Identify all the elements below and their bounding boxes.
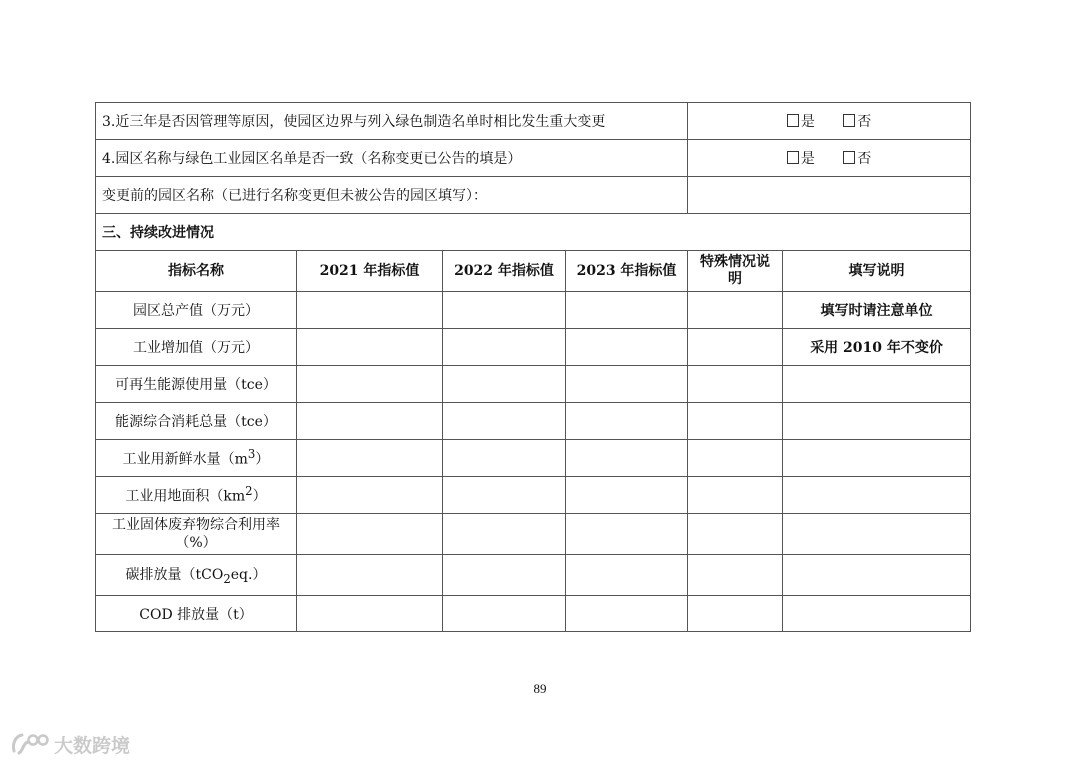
section-row — [96, 214, 971, 251]
unit-superscript: 2 — [245, 484, 253, 499]
yes-checkbox[interactable] — [787, 111, 815, 131]
watermark — [10, 730, 130, 758]
question-row-3 — [96, 103, 971, 140]
fill-instruction — [783, 366, 971, 403]
indicator-name: 可再生能源使用量（tce） — [96, 366, 297, 403]
value-2022-cell[interactable] — [443, 555, 566, 596]
special-note-cell[interactable] — [688, 329, 783, 366]
table-row — [96, 596, 971, 632]
yes-checkbox[interactable] — [787, 148, 815, 168]
table-row — [96, 440, 971, 477]
table-row — [96, 329, 971, 366]
fill-instruction — [783, 555, 971, 596]
value-2022-cell[interactable] — [443, 366, 566, 403]
no-label: 否 — [857, 114, 872, 130]
special-note-cell[interactable] — [688, 477, 783, 514]
watermark-text: 大数跨境 — [54, 734, 131, 757]
special-note-cell[interactable] — [688, 292, 783, 329]
fill-instruction — [783, 514, 971, 555]
header-indicator-name: 指标名称 — [96, 251, 297, 292]
table-row — [96, 366, 971, 403]
indicator-name-suffix: ） — [252, 488, 267, 505]
yes-label: 是 — [800, 114, 815, 130]
former-name-field[interactable] — [688, 177, 971, 214]
header-special-note: 特殊情况说明 — [688, 251, 783, 292]
value-2023-cell[interactable] — [566, 477, 688, 514]
indicator-name — [96, 555, 297, 596]
question-3-options — [688, 103, 971, 140]
checkbox-icon — [787, 114, 799, 127]
value-2021-cell[interactable] — [297, 403, 443, 440]
question-row-4 — [96, 140, 971, 177]
fill-instruction — [783, 596, 971, 632]
special-note-cell[interactable] — [688, 596, 783, 632]
value-2022-cell[interactable] — [443, 477, 566, 514]
value-2021-cell[interactable] — [297, 292, 443, 329]
indicator-name: 能源综合消耗总量（tce） — [96, 403, 297, 440]
value-2021-cell[interactable] — [297, 329, 443, 366]
value-2021-cell[interactable] — [297, 555, 443, 596]
fill-instruction: 采用 2010 年不变价 — [783, 329, 971, 366]
page-number: 89 — [533, 681, 547, 696]
question-4-text: 4.园区名称与绿色工业园区名单是否一致（名称变更已公告的填是） — [96, 140, 688, 177]
question-4-options — [688, 140, 971, 177]
checkbox-icon — [843, 114, 855, 127]
value-2022-cell[interactable] — [443, 292, 566, 329]
fill-instruction — [783, 440, 971, 477]
indicator-name: 工业增加值（万元） — [96, 329, 297, 366]
no-checkbox[interactable] — [843, 148, 871, 168]
value-2022-cell[interactable] — [443, 514, 566, 555]
former-name-row — [96, 177, 971, 214]
indicator-name-suffix: eq.） — [230, 567, 267, 584]
fill-instruction: 填写时请注意单位 — [783, 292, 971, 329]
table-row — [96, 477, 971, 514]
value-2023-cell[interactable] — [566, 596, 688, 632]
table-row — [96, 555, 971, 596]
special-note-cell[interactable] — [688, 555, 783, 596]
value-2023-cell[interactable] — [566, 329, 688, 366]
value-2022-cell[interactable] — [443, 403, 566, 440]
value-2021-cell[interactable] — [297, 366, 443, 403]
value-2021-cell[interactable] — [297, 477, 443, 514]
header-2021-value: 2021 年指标值 — [297, 251, 443, 292]
indicator-name-text: 工业用新鲜水量（m — [122, 451, 248, 468]
value-2022-cell[interactable] — [443, 329, 566, 366]
value-2023-cell[interactable] — [566, 555, 688, 596]
value-2021-cell[interactable] — [297, 514, 443, 555]
indicator-name-text: 工业用地面积（km — [125, 488, 246, 505]
value-2023-cell[interactable] — [566, 366, 688, 403]
indicator-name: COD 排放量（t） — [96, 596, 297, 632]
value-2021-cell[interactable] — [297, 440, 443, 477]
formula-subscript: 2 — [223, 571, 231, 586]
table-header-row — [96, 251, 971, 292]
indicator-name-text: 碳排放量（tCO — [125, 567, 224, 584]
question-3-text: 3.近三年是否因管理等原因，使园区边界与列入绿色制造名单时相比发生重大变更 — [96, 103, 688, 140]
indicator-name-suffix: ） — [255, 451, 270, 468]
special-note-cell[interactable] — [688, 440, 783, 477]
value-2023-cell[interactable] — [566, 292, 688, 329]
indicator-name — [96, 440, 297, 477]
form-table — [95, 102, 971, 632]
indicator-name: 园区总产值（万元） — [96, 292, 297, 329]
value-2023-cell[interactable] — [566, 403, 688, 440]
value-2023-cell[interactable] — [566, 514, 688, 555]
header-2023-value: 2023 年指标值 — [566, 251, 688, 292]
no-checkbox[interactable] — [843, 111, 871, 131]
value-2022-cell[interactable] — [443, 440, 566, 477]
watermark-logo-icon — [10, 731, 50, 757]
table-row — [96, 514, 971, 555]
special-note-cell[interactable] — [688, 403, 783, 440]
table-row — [96, 403, 971, 440]
value-2023-cell[interactable] — [566, 440, 688, 477]
value-2021-cell[interactable] — [297, 596, 443, 632]
indicator-name: 工业固体废弃物综合利用率（%） — [96, 514, 297, 555]
value-2022-cell[interactable] — [443, 596, 566, 632]
yes-label: 是 — [800, 151, 815, 167]
fill-instruction — [783, 477, 971, 514]
checkbox-icon — [843, 151, 855, 164]
header-2022-value: 2022 年指标值 — [443, 251, 566, 292]
no-label: 否 — [857, 151, 872, 167]
indicator-name — [96, 477, 297, 514]
checkbox-icon — [787, 151, 799, 164]
unit-superscript: 3 — [247, 447, 256, 462]
header-fill-instruction: 填写说明 — [783, 251, 971, 292]
special-note-cell[interactable] — [688, 514, 783, 555]
section-title: 三、持续改进情况 — [96, 214, 971, 251]
fill-instruction — [783, 403, 971, 440]
special-note-cell[interactable] — [688, 366, 783, 403]
table-row — [96, 292, 971, 329]
former-name-label: 变更前的园区名称（已进行名称变更但未被公告的园区填写）： — [96, 177, 688, 214]
